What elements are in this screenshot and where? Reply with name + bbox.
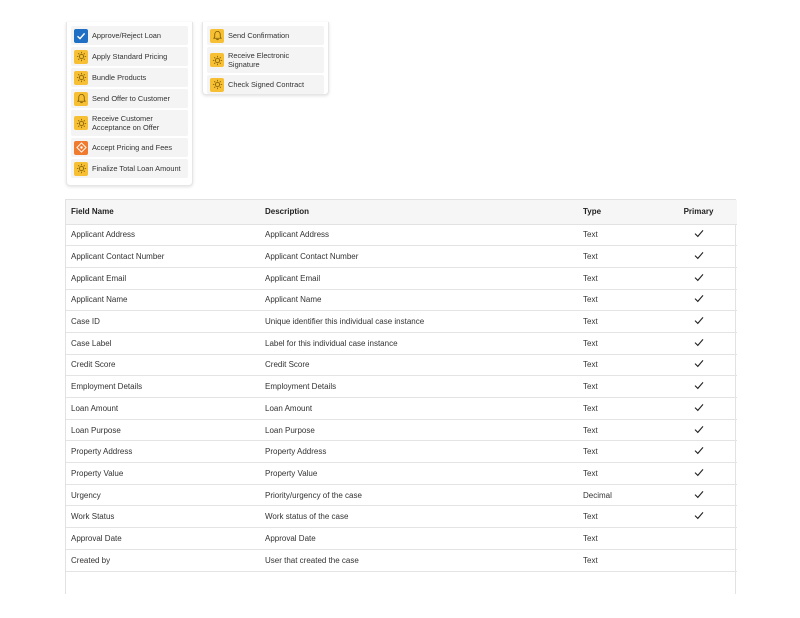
automation-gear-icon bbox=[74, 50, 88, 64]
cell-field-name: Applicant Name bbox=[66, 289, 260, 311]
cell-description: Credit Score bbox=[260, 354, 578, 376]
cell-description: Priority/urgency of the case bbox=[260, 484, 578, 506]
table-row[interactable] bbox=[66, 549, 737, 571]
table-row[interactable] bbox=[66, 267, 737, 289]
header-field-name[interactable]: Field Name bbox=[66, 200, 260, 224]
cell-primary bbox=[660, 419, 737, 441]
cell-primary bbox=[660, 398, 737, 420]
process-step-label: Approve/Reject Loan bbox=[92, 31, 162, 40]
cell-type: Text bbox=[578, 267, 660, 289]
cell-description: Loan Purpose bbox=[260, 419, 578, 441]
table-row[interactable] bbox=[66, 528, 737, 550]
diamond-icon bbox=[74, 141, 88, 155]
cell-field-name: Applicant Address bbox=[66, 224, 260, 246]
cell-field-name: Credit Score bbox=[66, 354, 260, 376]
cell-primary bbox=[660, 376, 737, 398]
cell-field-name: Applicant Email bbox=[66, 267, 260, 289]
bell-icon bbox=[74, 92, 88, 106]
table-row[interactable] bbox=[66, 441, 737, 463]
process-step-label: Apply Standard Pricing bbox=[92, 52, 168, 61]
cell-primary bbox=[660, 289, 737, 311]
checkmark-icon bbox=[694, 251, 704, 262]
table-row[interactable] bbox=[66, 463, 737, 485]
process-step[interactable] bbox=[71, 110, 188, 136]
cell-description: Unique identifier this individual case instance bbox=[260, 311, 578, 333]
process-step[interactable] bbox=[71, 89, 188, 108]
header-primary[interactable]: Primary bbox=[660, 200, 737, 224]
cell-description: Applicant Name bbox=[260, 289, 578, 311]
table-row[interactable] bbox=[66, 376, 737, 398]
cell-field-name: Created by bbox=[66, 549, 260, 571]
process-step[interactable] bbox=[71, 47, 188, 66]
cell-type: Text bbox=[578, 528, 660, 550]
cell-description: Applicant Email bbox=[260, 267, 578, 289]
table-row[interactable] bbox=[66, 289, 737, 311]
cell-primary bbox=[660, 246, 737, 268]
cell-primary bbox=[660, 549, 737, 571]
process-step-label: Bundle Products bbox=[92, 73, 147, 82]
cell-description: Work status of the case bbox=[260, 506, 578, 528]
table-row[interactable] bbox=[66, 419, 737, 441]
cell-type: Text bbox=[578, 549, 660, 571]
header-type[interactable]: Type bbox=[578, 200, 660, 224]
checkmark-icon bbox=[694, 403, 704, 414]
checkmark-icon bbox=[694, 446, 704, 457]
fields-table bbox=[66, 200, 737, 572]
automation-gear-icon bbox=[210, 53, 224, 67]
cell-primary bbox=[660, 528, 737, 550]
table-row[interactable] bbox=[66, 398, 737, 420]
bell-icon bbox=[210, 29, 224, 43]
process-step[interactable] bbox=[71, 159, 188, 178]
cell-type: Text bbox=[578, 246, 660, 268]
process-step[interactable] bbox=[207, 75, 324, 94]
cell-field-name: Employment Details bbox=[66, 376, 260, 398]
approve-checkbox-icon bbox=[74, 29, 88, 43]
cell-description: Property Value bbox=[260, 463, 578, 485]
cell-primary bbox=[660, 441, 737, 463]
process-step-label: Receive Customer Acceptance on Offer bbox=[92, 114, 160, 132]
cell-primary bbox=[660, 484, 737, 506]
cell-field-name: Property Address bbox=[66, 441, 260, 463]
cell-field-name: Urgency bbox=[66, 484, 260, 506]
cell-field-name: Loan Purpose bbox=[66, 419, 260, 441]
process-step[interactable] bbox=[71, 26, 188, 45]
checkmark-icon bbox=[694, 468, 704, 479]
cell-type: Text bbox=[578, 441, 660, 463]
cell-field-name: Case Label bbox=[66, 332, 260, 354]
checkmark-icon bbox=[694, 359, 704, 370]
cell-description: Employment Details bbox=[260, 376, 578, 398]
process-step-label: Send Confirmation bbox=[228, 31, 290, 40]
cell-description: Label for this individual case instance bbox=[260, 332, 578, 354]
table-header-row bbox=[66, 200, 737, 224]
cell-type: Text bbox=[578, 376, 660, 398]
cell-type: Text bbox=[578, 289, 660, 311]
cell-type: Text bbox=[578, 224, 660, 246]
table-row[interactable] bbox=[66, 224, 737, 246]
cell-primary bbox=[660, 267, 737, 289]
checkmark-icon bbox=[694, 511, 704, 522]
process-step[interactable] bbox=[71, 138, 188, 157]
cell-field-name: Loan Amount bbox=[66, 398, 260, 420]
cell-type: Text bbox=[578, 506, 660, 528]
table-row[interactable] bbox=[66, 506, 737, 528]
automation-gear-icon bbox=[74, 116, 88, 130]
cell-description: Property Address bbox=[260, 441, 578, 463]
table-row[interactable] bbox=[66, 354, 737, 376]
cell-field-name: Work Status bbox=[66, 506, 260, 528]
cell-field-name: Applicant Contact Number bbox=[66, 246, 260, 268]
cell-type: Text bbox=[578, 354, 660, 376]
cell-type: Decimal bbox=[578, 484, 660, 506]
cell-primary bbox=[660, 463, 737, 485]
header-description[interactable]: Description bbox=[260, 200, 578, 224]
cell-description: User that created the case bbox=[260, 549, 578, 571]
checkmark-icon bbox=[694, 381, 704, 392]
cell-primary bbox=[660, 311, 737, 333]
cell-description: Applicant Contact Number bbox=[260, 246, 578, 268]
process-step[interactable] bbox=[207, 26, 324, 45]
cell-primary bbox=[660, 506, 737, 528]
cell-field-name: Approval Date bbox=[66, 528, 260, 550]
process-step-label: Send Offer to Customer bbox=[92, 94, 170, 103]
cell-primary bbox=[660, 332, 737, 354]
cell-primary bbox=[660, 224, 737, 246]
checkmark-icon bbox=[694, 229, 704, 240]
cell-type: Text bbox=[578, 463, 660, 485]
process-column-1 bbox=[66, 22, 193, 186]
cell-type: Text bbox=[578, 419, 660, 441]
process-step[interactable] bbox=[71, 68, 188, 87]
cell-field-name: Case ID bbox=[66, 311, 260, 333]
process-column-2 bbox=[202, 22, 329, 95]
table-row[interactable] bbox=[66, 246, 737, 268]
cell-type: Text bbox=[578, 311, 660, 333]
cell-description: Loan Amount bbox=[260, 398, 578, 420]
process-step[interactable] bbox=[207, 47, 324, 73]
automation-gear-icon bbox=[74, 71, 88, 85]
table-row[interactable] bbox=[66, 332, 737, 354]
table-row[interactable] bbox=[66, 311, 737, 333]
checkmark-icon bbox=[694, 316, 704, 327]
cell-description: Applicant Address bbox=[260, 224, 578, 246]
checkmark-icon bbox=[694, 294, 704, 305]
process-step-label: Check Signed Contract bbox=[228, 80, 304, 89]
cell-type: Text bbox=[578, 398, 660, 420]
table-row[interactable] bbox=[66, 484, 737, 506]
process-step-label: Accept Pricing and Fees bbox=[92, 143, 173, 152]
fields-table-container bbox=[65, 199, 736, 594]
automation-gear-icon bbox=[74, 162, 88, 176]
checkmark-icon bbox=[694, 425, 704, 436]
process-step-label: Finalize Total Loan Amount bbox=[92, 164, 181, 173]
checkmark-icon bbox=[694, 273, 704, 284]
cell-description: Approval Date bbox=[260, 528, 578, 550]
checkmark-icon bbox=[694, 338, 704, 349]
automation-gear-icon bbox=[210, 78, 224, 92]
cell-type: Text bbox=[578, 332, 660, 354]
checkmark-icon bbox=[694, 490, 704, 501]
cell-primary bbox=[660, 354, 737, 376]
process-step-label: Receive Electronic Signature bbox=[228, 51, 290, 69]
cell-field-name: Property Value bbox=[66, 463, 260, 485]
